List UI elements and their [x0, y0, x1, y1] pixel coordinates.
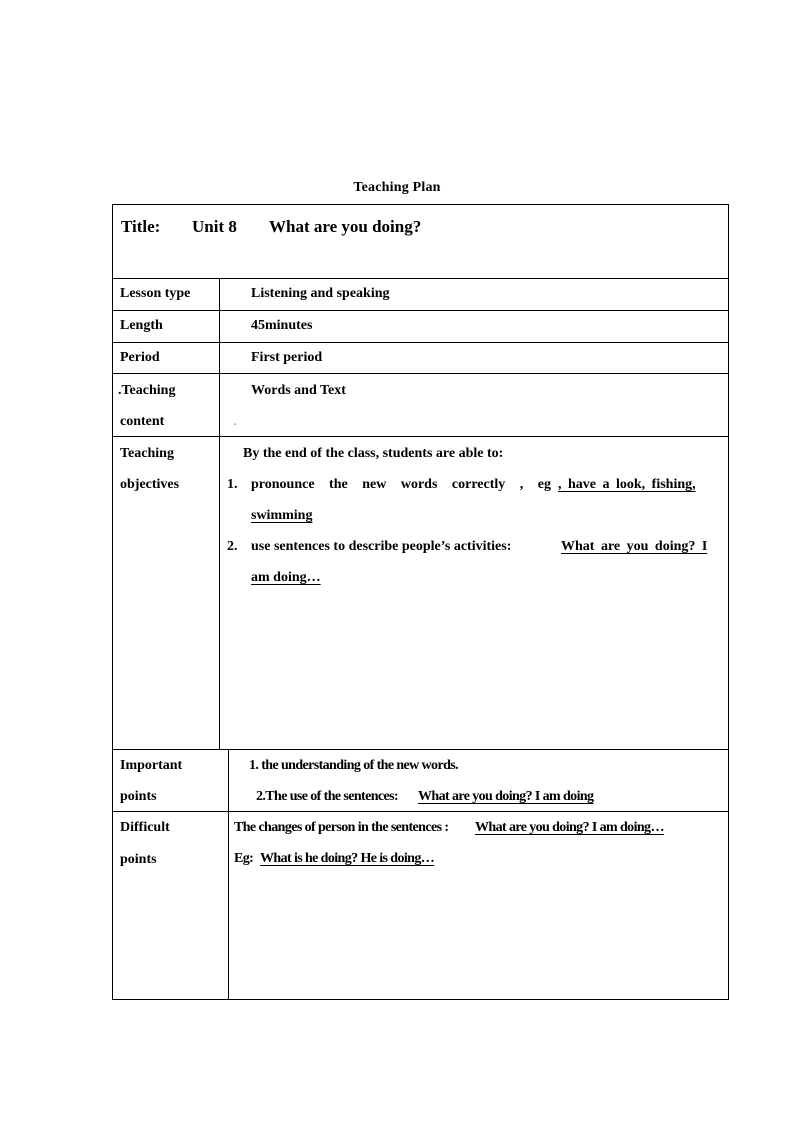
objective-2-example-cont: am doing…	[251, 570, 321, 585]
important-points-row	[113, 749, 728, 811]
objective-1-example: , have a look, fishing,	[558, 477, 696, 492]
length-row	[113, 310, 728, 342]
lesson-type-value: Listening and speaking	[251, 286, 390, 301]
objective-2-text: use sentences to describe people’s activities:	[251, 539, 512, 554]
lesson-title: What are you doing?	[269, 217, 422, 236]
lesson-type-label: Lesson type	[120, 286, 191, 301]
important-points-label-line1: Important	[120, 758, 183, 773]
title-row	[113, 205, 728, 278]
objective-1-word: correctly	[451, 477, 506, 492]
teaching-objectives-row	[113, 436, 728, 749]
teaching-content-label-line2: content	[120, 414, 165, 429]
difficult-points-label-line1: Difficult	[120, 820, 170, 835]
objective-1-example-cont: swimming	[251, 508, 313, 523]
title-label: Title:	[121, 217, 161, 236]
important-points-label-line2: points	[120, 789, 157, 804]
important-point-2-example: What are you doing? I am doing	[418, 789, 594, 804]
document-title: Teaching Plan	[353, 180, 441, 195]
period-row	[113, 342, 728, 373]
period-label: Period	[120, 350, 160, 365]
period-value: First period	[251, 350, 323, 365]
teaching-plan-table	[112, 204, 729, 1000]
objective-1-text	[251, 475, 551, 495]
difficult-point-2-example: What is he doing? He is doing…	[260, 851, 435, 866]
objective-2-number: 2.	[227, 539, 238, 554]
difficult-point-1: The changes of person in the sentences :	[234, 820, 449, 835]
lesson-type-row	[113, 278, 728, 310]
length-label: Length	[120, 318, 163, 333]
length-value: 45minutes	[251, 318, 313, 333]
objective-1-number: 1.	[227, 477, 238, 492]
unit-number: Unit 8	[192, 217, 237, 236]
objective-2-example: What are you doing? I	[561, 539, 708, 554]
objectives-label-line2: objectives	[120, 477, 180, 492]
teaching-content-value: Words and Text	[251, 383, 346, 398]
objective-1-word: pronounce	[251, 477, 315, 492]
objectives-intro: By the end of the class, students are able to:	[243, 446, 504, 461]
important-point-2: 2.The use of the sentences:	[256, 789, 399, 804]
objective-1-word: ,	[519, 477, 524, 492]
teaching-content-label-line1: .Teaching	[118, 383, 176, 398]
objective-1-word: the	[329, 477, 348, 492]
objective-1-word: eg	[537, 477, 551, 492]
important-point-1: 1. the understanding of the new words.	[249, 758, 459, 773]
objective-1-word: words	[400, 477, 438, 492]
objective-1-word: new	[362, 477, 387, 492]
stray-mark: .	[234, 417, 237, 428]
objectives-label-line1: Teaching	[120, 446, 174, 461]
difficult-points-label-line2: points	[120, 852, 157, 867]
difficult-point-2-prefix: Eg:	[234, 851, 254, 866]
difficult-points-row	[113, 811, 728, 1000]
difficult-point-1-example: What are you doing? I am doing…	[475, 820, 664, 835]
teaching-content-row	[113, 373, 728, 436]
